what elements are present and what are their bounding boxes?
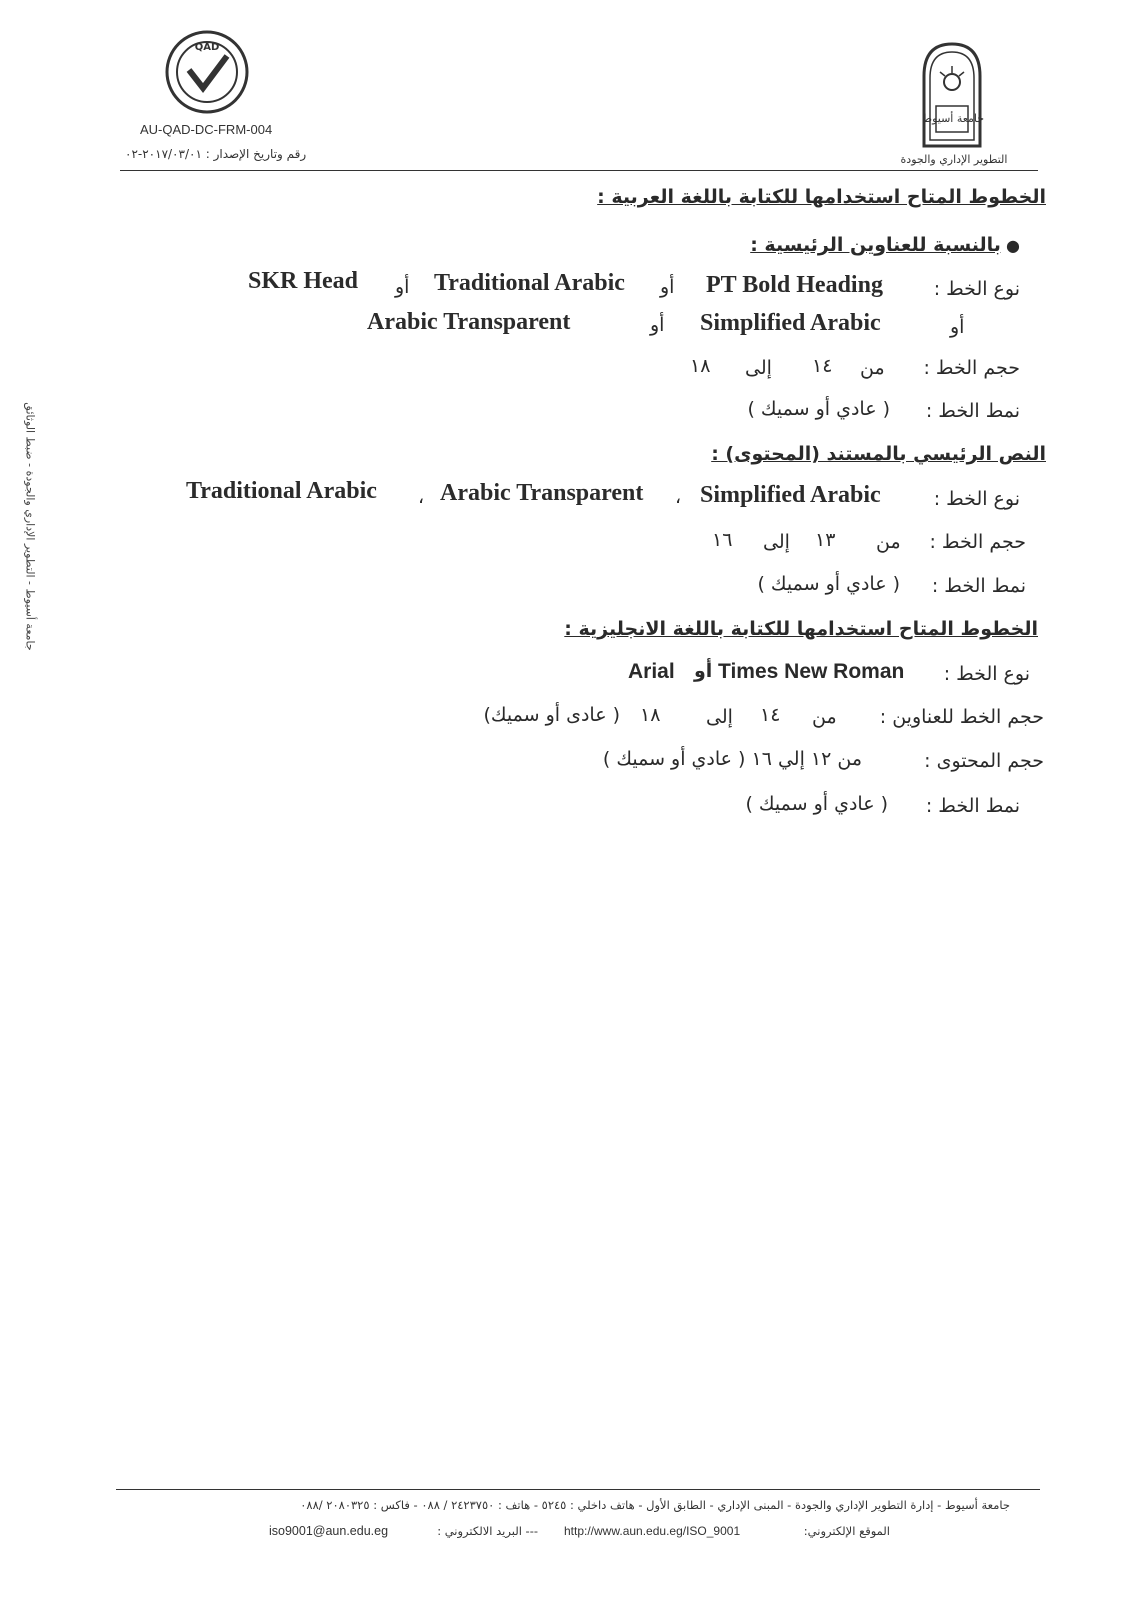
titles-font-type-label: نوع الخط : — [933, 278, 1020, 300]
titles-size-from: من — [860, 357, 885, 379]
english-fonts-heading: الخطوط المتاح استخدامها للكتابة باللغة الانجليزية : — [564, 618, 1038, 640]
titles-size-max: ١٨ — [690, 355, 711, 377]
english-title-min: ١٤ — [760, 704, 781, 726]
english-font-2: Arial — [628, 660, 675, 683]
english-content-size-value: من ١٢ إلي ١٦ ( عادي أو سميك ) — [602, 748, 862, 770]
titles-size-label: حجم الخط : — [923, 357, 1020, 379]
english-title-from: من — [812, 706, 837, 728]
english-title-to: إلى — [706, 706, 733, 728]
titles-style-label: نمط الخط : — [925, 400, 1020, 422]
english-title-max: ١٨ — [640, 704, 661, 726]
body-style-label: نمط الخط : — [931, 575, 1026, 597]
issue-line: رقم وتاريخ الإصدار : ٢٠١٧/٠٣/٠١-٠٢ — [125, 147, 307, 161]
body-font-type-label: نوع الخط : — [933, 488, 1020, 510]
footer-website: http://www.aun.edu.eg/ISO_9001 — [564, 1524, 741, 1538]
header-rule — [120, 170, 1038, 171]
university-logo — [920, 40, 984, 148]
english-font-type-label: نوع الخط : — [943, 663, 1030, 685]
arabic-fonts-heading: الخطوط المتاح استخدامها للكتابة باللغة العربية : — [597, 186, 1046, 208]
or-1: أو — [660, 276, 675, 298]
body-size-label: حجم الخط : — [929, 531, 1026, 553]
footer-email: iso9001@aun.edu.eg — [269, 1524, 389, 1538]
footer-email-label: --- البريد الالكتروني : — [437, 1524, 538, 1538]
logo-right-text: جامعة أسيوط — [921, 112, 985, 125]
english-or: أو — [694, 660, 713, 682]
body-style-value: ( عادي أو سميك ) — [757, 573, 900, 595]
sep-1: ، — [675, 486, 682, 508]
body-font-traditional-arabic: Traditional Arabic — [186, 478, 377, 504]
english-style-value: ( عادي أو سميك ) — [745, 793, 888, 815]
body-size-from: من — [876, 531, 901, 553]
bullet-icon: ● — [1006, 236, 1020, 255]
side-margin-text: جامعة أسيوط - التطوير الإداري والجودة - ضبط الوثائق — [23, 402, 37, 651]
or-3: أو — [950, 316, 965, 338]
titles-style-value: ( عادي أو سميك ) — [747, 398, 890, 420]
footer-rule — [116, 1489, 1040, 1490]
english-style-label: نمط الخط : — [925, 795, 1020, 817]
footer-website-label: الموقع الإلكتروني: — [803, 1524, 890, 1538]
qad-seal-icon — [165, 30, 249, 114]
body-size-min: ١٣ — [815, 529, 836, 551]
english-content-size-label: حجم المحتوى : — [924, 750, 1044, 772]
font-arabic-transparent: Arabic Transparent — [367, 309, 571, 335]
body-size-to: إلى — [763, 531, 790, 553]
english-title-style: ( عادى أو سميك) — [483, 704, 620, 726]
titles-subheading — [720, 234, 1020, 256]
dept-caption: التطوير الإداري والجودة — [900, 153, 1008, 166]
titles-size-min: ١٤ — [812, 355, 833, 377]
titles-subheading-text: بالنسبة للعناوين الرئيسية : — [750, 234, 1001, 256]
or-4: أو — [650, 314, 665, 336]
body-font-arabic-transparent: Arabic Transparent — [440, 480, 644, 506]
footer-line-1: جامعة أسيوط - إدارة التطوير الإداري والجودة - المبنى الإداري - الطابق الأول - هاتف داخلي : ٥٢٤٥ - هاتف : ٢٤٢٣٧٥٠ / ٠٨٨ - فاكس : ٢٠٨٠٣٢٥ /٠٨٨ — [300, 1498, 1010, 1512]
university-arch-icon — [920, 40, 984, 148]
english-font-1: Times New Roman — [718, 660, 905, 683]
titles-size-to: إلى — [745, 357, 772, 379]
body-font-simplified-arabic: Simplified Arabic — [700, 482, 881, 508]
font-traditional-arabic: Traditional Arabic — [434, 270, 625, 296]
english-title-size-label: حجم الخط للعناوين : — [879, 706, 1044, 728]
sep-2: ، — [418, 486, 425, 508]
body-subheading: النص الرئيسي بالمستند (المحتوى) : — [711, 443, 1046, 465]
font-simplified-arabic: Simplified Arabic — [700, 310, 881, 336]
font-skr-head: SKR Head — [248, 268, 359, 294]
svg-text:QAD: QAD — [194, 42, 220, 53]
body-size-max: ١٦ — [712, 529, 733, 551]
font-pt-bold-heading: PT Bold Heading — [706, 272, 883, 298]
form-code: AU-QAD-DC-FRM-004 — [140, 122, 273, 137]
or-2: أو — [395, 276, 410, 298]
qad-logo — [165, 30, 249, 114]
